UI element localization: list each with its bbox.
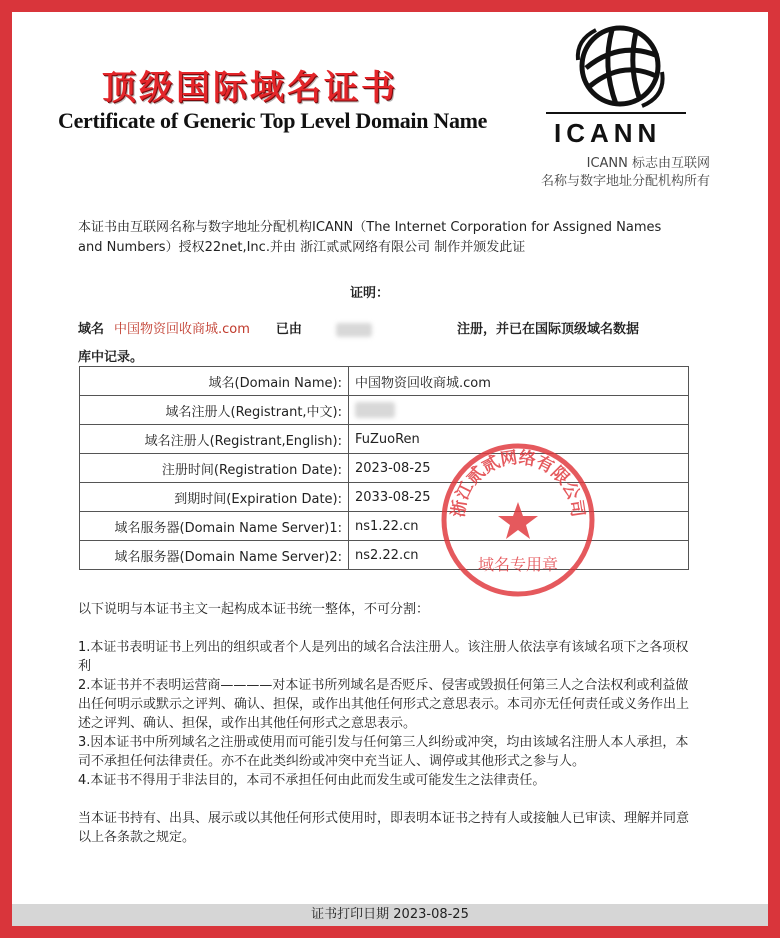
row-label: 到期时间(Expiration Date): (80, 483, 349, 512)
icann-logo (548, 20, 696, 110)
domain-statement (78, 316, 698, 372)
terms-closing: 当本证书持有、出具、展示或以其他任何形式使用时，即表明本证书之持有人或接触人已审读、理解并同意以上各条款之规定。 (78, 811, 690, 845)
row-label: 注册时间(Registration Date): (80, 454, 349, 483)
row-label: 域名服务器(Domain Name Server)2: (80, 541, 349, 570)
row-value: 中国物资回收商城.com (349, 367, 689, 396)
logo-note-line2: 名称与数字地址分配机构所有 (540, 174, 710, 189)
row-value: FuZuoRen (349, 425, 689, 454)
row-value: ns2.22.cn (349, 541, 689, 570)
prove-label: 证明： (350, 286, 390, 301)
terms-item: 2.本证书并不表明运营商————对本证书所列域名是否贬斥、侵害或毁损任何第三人之合法权利或利益做出任何明示或默示之评判、确认、担保，或作出其他任何形式之意思表示。本司亦无任何责任或义务作出上述之评判、确认、担保，或作出其他任何形式之意思表示。 (78, 678, 690, 731)
redacted-registrant (336, 323, 372, 337)
row-label: 域名(Domain Name): (80, 367, 349, 396)
seal-purpose: 域名专用章 (477, 555, 559, 574)
print-date-bar: 证书打印日期 2023-08-25 (12, 904, 768, 926)
logo-note-line1: ICANN 标志由互联网 (586, 156, 710, 171)
intro-paragraph: 本证书由互联网名称与数字地址分配机构ICANN（The Internet Corporation for Assigned Names and Numbers）授权22net,Inc.并由 浙江贰贰网络有限公司 制作并颁发此证 (78, 220, 662, 255)
registered-by-label: 已由 (275, 322, 302, 337)
table-row (80, 367, 689, 396)
icann-wordmark: ICANN (554, 118, 662, 148)
prove-heading (350, 282, 389, 301)
terms-section (78, 600, 693, 847)
icann-globe-icon (572, 20, 668, 110)
redacted-registrant-cn (355, 402, 395, 418)
seal-star-icon (498, 502, 538, 539)
table-row (80, 396, 689, 425)
row-label: 域名服务器(Domain Name Server)1: (80, 512, 349, 541)
certificate-title-cn: 顶级国际域名证书 (102, 68, 398, 108)
company-seal (438, 440, 598, 600)
domain-value: 中国物资回收商城.com (114, 322, 250, 337)
row-value-redacted (349, 396, 689, 425)
terms-item: 4.本证书不得用于非法目的，本司不承担任何由此而发生或可能发生之法律责任。 (78, 773, 546, 788)
row-value: 2033-08-25 (349, 483, 689, 512)
row-label: 域名注册人(Registrant,中文): (80, 396, 349, 425)
certificate-title-en: Certificate of Generic Top Level Domain Name (58, 108, 488, 133)
statement-suffix-2: 库中记录。 (78, 350, 144, 365)
seal-company-name: 浙江贰贰网络有限公司 (448, 447, 588, 519)
terms-lead: 以下说明与本证书主文一起构成本证书统一整体，不可分割： (78, 602, 430, 617)
logo-divider (546, 112, 686, 114)
terms-item: 3.因本证书中所列域名之注册或使用而可能引发与任何第三人纠纷或冲突，均由该域名注册人本人承担，本司不承担任何法律责任。亦不在此类纠纷或冲突中充当证人、调停或其他形式之参与人。 (78, 735, 689, 769)
logo-ownership-note (510, 155, 710, 191)
statement-suffix-1: 注册，并已在国际顶级域名数据 (457, 322, 640, 337)
row-label: 域名注册人(Registrant,English): (80, 425, 349, 454)
row-value: ns1.22.cn (349, 512, 689, 541)
row-value: 2023-08-25 (349, 454, 689, 483)
domain-label: 域名 (78, 322, 105, 337)
terms-item: 1.本证书表明证书上列出的组织或者个人是列出的域名合法注册人。该注册人依法享有该域名项下之各项权利 (78, 640, 689, 674)
